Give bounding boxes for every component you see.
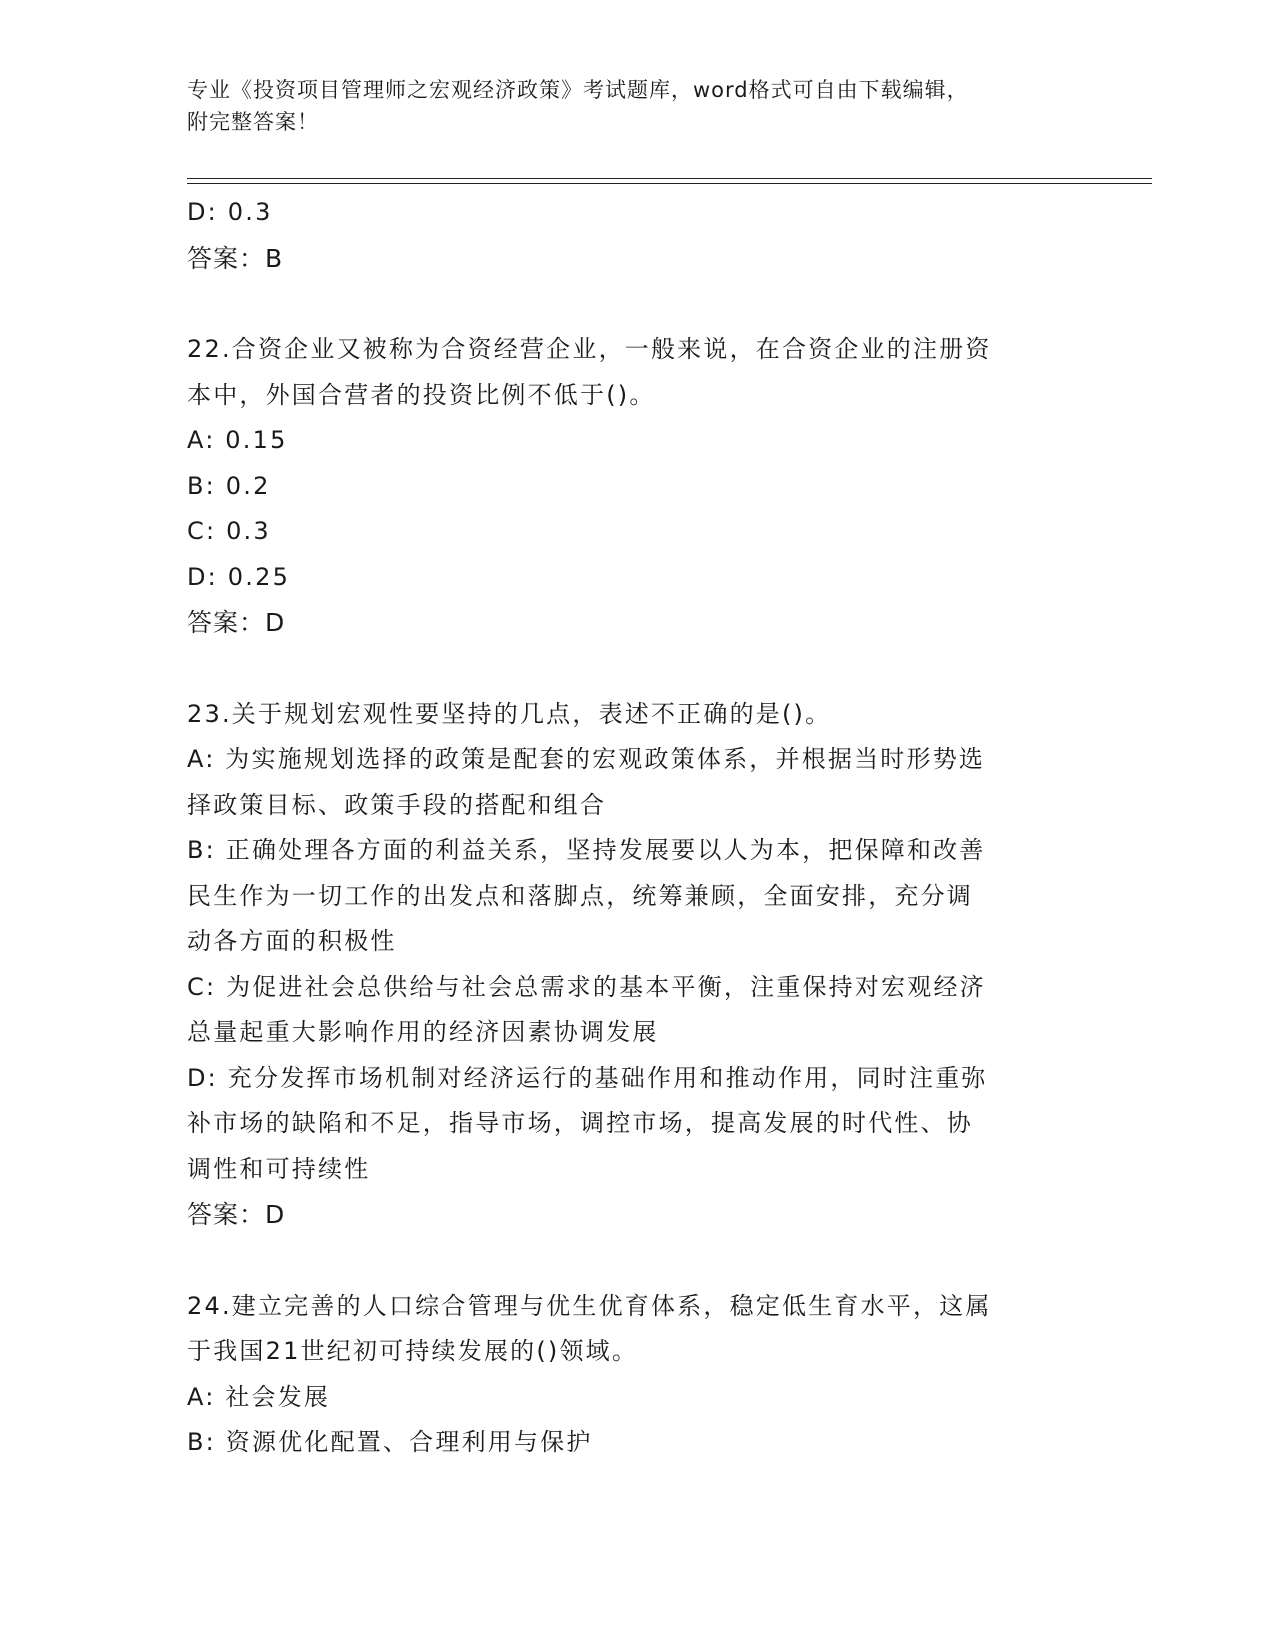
spacer: [187, 281, 1077, 327]
prev-answer: 答案：B: [187, 243, 284, 273]
question-stem: 22.合资企业又被称为合资经营企业，一般来说，在合资企业的注册资: [187, 335, 992, 363]
spacer: [187, 1238, 1077, 1284]
question-23: [187, 692, 1077, 1238]
question-22: [187, 327, 1077, 646]
option-b: B: 正确处理各方面的利益关系，坚持发展要以人为本，把保障和改善: [187, 836, 986, 864]
option-b: B: 资源优化配置、合理利用与保护: [187, 1428, 593, 1456]
answer: 答案：D: [187, 608, 286, 637]
question-stem: 23.关于规划宏观性要坚持的几点，表述不正确的是()。: [187, 699, 832, 728]
option-c: C: 为促进社会总供给与社会总需求的基本平衡，注重保持对宏观经济: [187, 972, 986, 1001]
option-a: A: 0.15: [187, 426, 288, 454]
option-a-cont: 择政策目标、政策手段的搭配和组合: [187, 790, 607, 819]
prev-option-d: D: 0.3: [187, 198, 273, 226]
question-content: [187, 190, 1077, 1466]
option-d-cont: 补市场的缺陷和不足，指导市场，调控市场，提高发展的时代性、协: [187, 1109, 973, 1137]
option-b-cont: 民生作为一切工作的出发点和落脚点，统筹兼顾，全面安排，充分调: [187, 881, 973, 910]
option-a: A: 社会发展: [187, 1382, 331, 1411]
option-d: D: 0.25: [187, 562, 291, 591]
question-stem: 本中，外国合营者的投资比例不低于()。: [187, 380, 656, 409]
answer: 答案：D: [187, 1200, 286, 1229]
question-24: [187, 1284, 1077, 1466]
header-divider: [187, 178, 1152, 184]
option-b-cont: 动各方面的积极性: [187, 927, 397, 955]
option-a: A: 为实施规划选择的政策是配套的宏观政策体系，并根据当时形势选: [187, 745, 986, 773]
document-header: [187, 74, 1087, 138]
option-d-cont: 调性和可持续性: [187, 1154, 371, 1183]
option-c-cont: 总量起重大影响作用的经济因素协调发展: [187, 1018, 659, 1046]
header-line-1: 专业《投资项目管理师之宏观经济政策》考试题库，word格式可自由下载编辑，: [187, 78, 969, 102]
question-stem: 24.建立完善的人口综合管理与优生优育体系，稳定低生育水平，这属: [187, 1291, 992, 1320]
option-b: B: 0.2: [187, 471, 271, 500]
spacer: [187, 646, 1077, 692]
question-stem: 于我国21世纪初可持续发展的()领域。: [187, 1337, 639, 1365]
option-d: D: 充分发挥市场机制对经济运行的基础作用和推动作用，同时注重弥: [187, 1063, 988, 1092]
option-c: C: 0.3: [187, 517, 271, 545]
header-line-2: 附完整答案！: [187, 110, 319, 134]
